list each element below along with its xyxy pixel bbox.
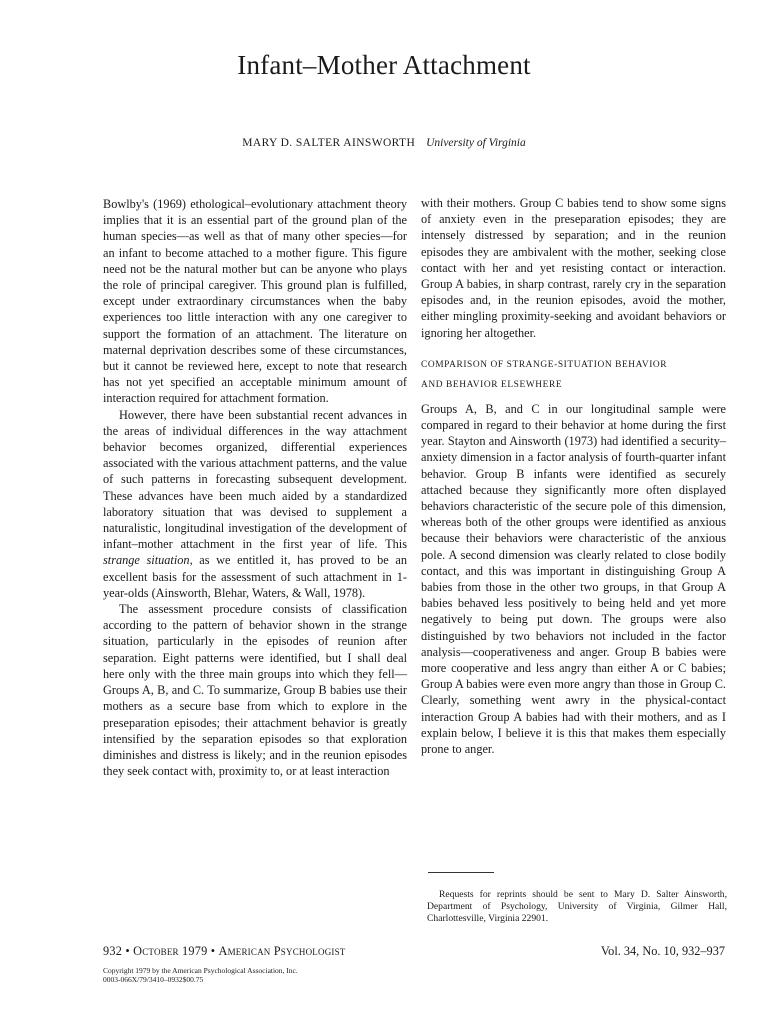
article-title: Infant–Mother Attachment [237, 50, 531, 80]
copyright-line: 0003-066X/79/3410–0932$00.75 [103, 975, 204, 984]
copyright-notice [103, 966, 298, 984]
author-affiliation: University of Virginia [426, 137, 526, 149]
italic-term: strange situation, [103, 553, 193, 568]
footnote: Requests for reprints should be sent to Mary D. Salter Ainsworth, Department of Psychology, University of Virginia, Gilmer Hall, Charlottesville, Virginia 22901. [427, 889, 727, 924]
paragraph: The assessment procedure consists of classification according to the pattern of behavior shown in the strange situation, particularly in the episodes of reunion after separation. Eight patterns were identified, but I shall deal here only with the three main groups into which they fell—Groups A, B, and C. To summarize, Group B babies use their mothers as a secure base from which to explore in the preseparation episodes; their attachment behavior is greatly intensified by the separation episodes so that exploration diminishes and distress is likely; and in the reunion episodes they seek contact with, proximity to, or at least interaction [103, 602, 407, 779]
paragraph: with their mothers. Group C babies tend to show some signs of anxiety even in the preseparation episodes; they are intensely distressed by separation; and in the reunion episodes they are ambivalent with the mother, seeking close contact with her and yet resisting contact or interaction. Group A babies, in sharp contrast, rarely cry in the separation episodes and, in the reunion episodes, avoid the mother, either mingling proximity-seeking and avoidant behaviors or ignoring her altogether. [421, 196, 726, 340]
page-number: 932 [103, 944, 123, 958]
section-heading [421, 355, 726, 395]
paragraph: Bowlby's (1969) ethological–evolutionary attachment theory implies that it is an essential part of the ground plan of the human species—as well as that of many other species—for an infant to become attached to a mother figure. This figure need not be the natural mother but can be anyone who plays the role of principal caregiver. This ground plan is fulfilled, except under extraordinary circumstances when the baby experiences too little interaction with any one caregiver to support the formation of an attachment. The literature on maternal deprivation describes some of these circumstances, but it cannot be reviewed here, except to note that research has not yet specified an acceptable minimum amount of interaction required for attachment formation. [103, 197, 407, 406]
footnote-divider [428, 872, 494, 873]
paragraph [103, 407, 407, 601]
running-footer [103, 944, 346, 959]
volume-info: Vol. 34, No. 10, 932–937 [600, 944, 725, 958]
section-heading-line: AND BEHAVIOR ELSEWHERE [421, 379, 563, 390]
separator-bullet: • [210, 944, 216, 958]
section-heading-line: COMPARISON OF STRANGE-SITUATION BEHAVIOR [421, 359, 668, 370]
issue-date: October 1979 [133, 944, 208, 958]
copyright-line: Copyright 1979 by the American Psychological Association, Inc. [103, 966, 298, 975]
journal-name: American Psychologist [218, 944, 346, 958]
paragraph-text: However, there have been substantial recent advances in the areas of individual differences in the way attachment behavior becomes organized, differential experiences associated with the various attachment patterns, and the value of such patterns in forecasting subsequent development. These advances have been much aided by a standardized laboratory situation that was devised to supplement a naturalistic, longitudinal investigation of the development of infant–mother attachment in the first year of life. This [103, 407, 407, 552]
paragraph-text: as we entitled it, has proved to be an excellent basis for the assessment of such attachment in 1-year-olds (Ainsworth, Blehar, Waters, & Wall, 1978). [103, 553, 407, 600]
paragraph: Groups A, B, and C in our longitudinal sample were compared in regard to their behavior at home during the first year. Stayton and Ainsworth (1973) had identified a security–anxiety dimension in a factor analysis of fourth-quarter infant behavior. Group B infants were identified as securely attached because they significantly more often displayed behaviors characteristic of the secure pole of this dimension, whereas both of the other groups were identified as anxious because their behaviors were characteristic of the anxious pole. A second dimension was clearly related to close bodily contact, and this was important in distinguishing Group A babies from those in the other two groups, in that Group A babies behaved less positively to being held and yet more negatively to being put down. The groups were also distinguished by two behaviors not included in the factor analysis—cooperativeness and anger. Group B babies were more cooperative and less angry than either A or C babies; Group A babies were even more angry than those in Group C. Clearly, something went awry in the physical-contact interaction Group A babies had with their mothers, and as I explain below, I believe it is this that makes them especially prone to anger. [421, 401, 726, 757]
left-column [103, 196, 407, 779]
author-name: MARY D. SALTER AINSWORTH [242, 137, 416, 149]
separator-bullet: • [125, 944, 130, 958]
byline [0, 137, 768, 149]
right-column [421, 195, 726, 757]
